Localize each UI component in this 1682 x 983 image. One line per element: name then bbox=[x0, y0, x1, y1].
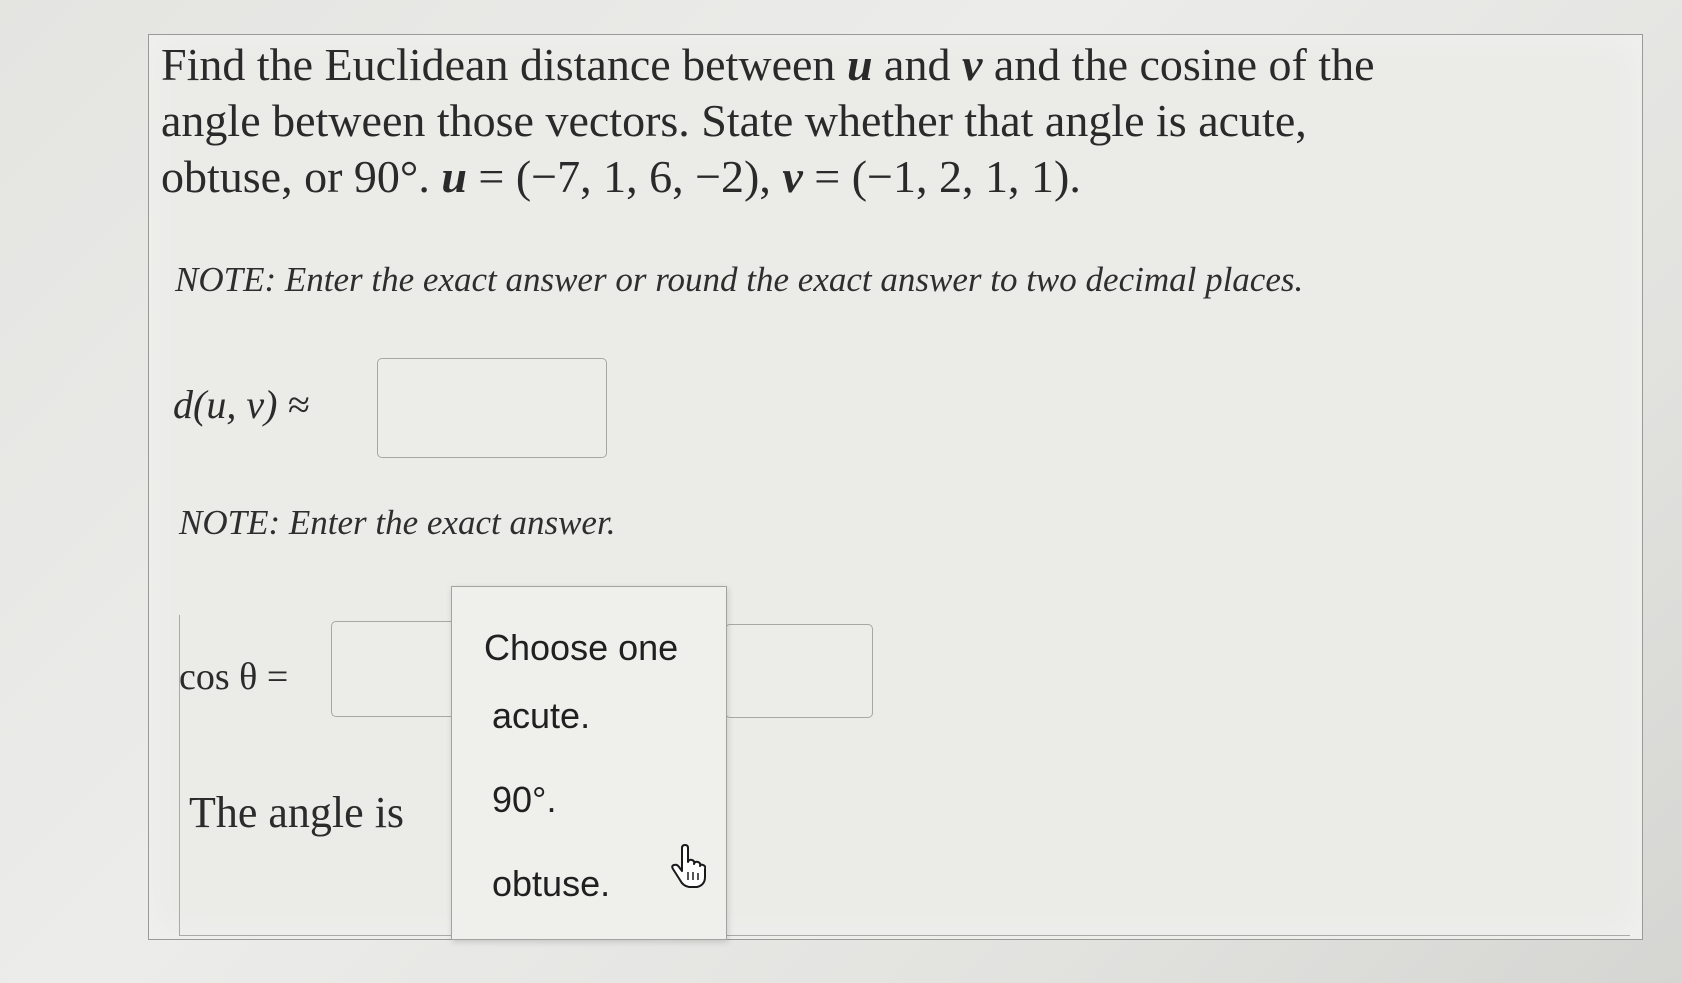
vector-u-def-symbol: u bbox=[441, 151, 467, 202]
distance-label-text: d(u, v) ≈ bbox=[173, 382, 310, 427]
dropdown-option-obtuse[interactable]: obtuse. bbox=[492, 863, 611, 904]
rounding-note: NOTE: Enter the exact answer or round the exact answer to two decimal places. bbox=[175, 260, 1304, 299]
cosine-input[interactable] bbox=[331, 621, 457, 717]
cosine-input-right-part[interactable] bbox=[725, 624, 873, 718]
vector-v-def-symbol: v bbox=[782, 151, 803, 202]
angle-label: The angle is bbox=[189, 788, 405, 837]
hand-pointer-icon bbox=[670, 844, 706, 888]
dropdown-option-acute[interactable]: acute. bbox=[492, 695, 591, 736]
distance-label bbox=[173, 381, 309, 428]
distance-input[interactable] bbox=[377, 358, 607, 458]
question-panel bbox=[148, 34, 1643, 940]
vector-v-definition: = (−1, 2, 1, 1). bbox=[802, 151, 1081, 202]
vector-u-symbol: u bbox=[846, 39, 873, 90]
cosine-label: cos θ = bbox=[179, 656, 289, 698]
question-line1-post: and the cosine of the bbox=[982, 39, 1375, 90]
question-text bbox=[161, 37, 1621, 205]
vector-u-definition: = (−7, 1, 6, −2), bbox=[466, 151, 783, 202]
exact-note: NOTE: Enter the exact answer. bbox=[179, 503, 616, 542]
dropdown-placeholder-option[interactable]: Choose one bbox=[484, 627, 679, 668]
dropdown-option-90-degrees[interactable]: 90°. bbox=[492, 779, 557, 820]
vector-v-symbol: v bbox=[961, 39, 983, 90]
question-line1-mid: and bbox=[872, 39, 962, 90]
question-line2: angle between those vectors. State whether that angle is acute, bbox=[161, 95, 1307, 146]
question-line1-pre: Find the Euclidean distance between bbox=[161, 39, 847, 90]
question-line3-pre: obtuse, or 90°. bbox=[161, 151, 442, 202]
